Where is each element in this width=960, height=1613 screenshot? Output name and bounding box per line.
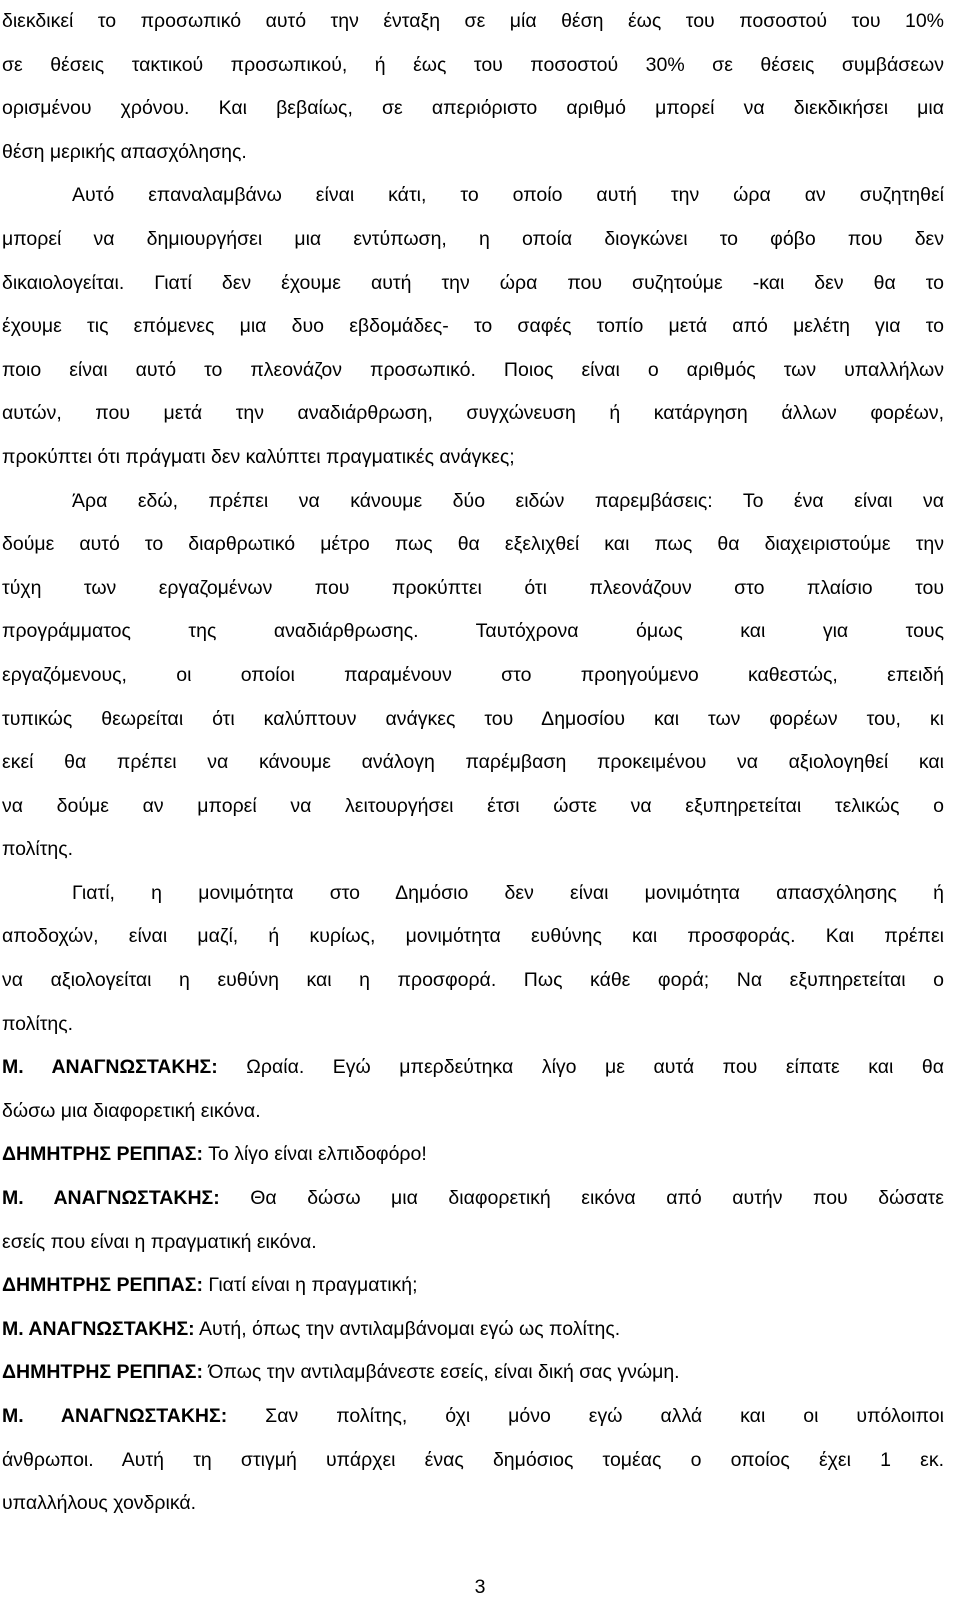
text-line xyxy=(2,1003,944,1047)
line-text: πολίτης. xyxy=(2,838,74,861)
text-line xyxy=(2,610,944,654)
line-text: Γιατί είναι η πραγματική; xyxy=(203,1274,418,1297)
line-text: Το λίγο είναι ελπιδοφόρο! xyxy=(203,1143,427,1166)
line-text: μπορεί να δημιουργήσει μια εντύπωση, η οποία διογκώνει το φόβο που δεν xyxy=(2,227,944,250)
text-line xyxy=(2,523,944,567)
speaker-line xyxy=(2,1046,944,1090)
text-line xyxy=(2,131,944,175)
line-text: ποιο είναι αυτό το πλεονάζον προσωπικό. Ποιος είναι ο αριθμός των υπαλλήλων xyxy=(2,358,944,381)
line-text: έχουμε τις επόμενες μια δυο εβδομάδες- το σαφές τοπίο μετά από μελέτη για το xyxy=(2,315,944,338)
line-text: αποδοχών, είναι μαζί, ή κυρίως, μονιμότητα ευθύνης και προσφοράς. Και πρέπει xyxy=(2,925,944,948)
speaker-name: ΔΗΜΗΤΡΗΣ ΡΕΠΠΑΣ: xyxy=(2,1143,203,1166)
line-text: εργαζόμενους, οι οποίοι παραμένουν στο προηγούμενο καθεστώς, επειδή xyxy=(2,663,944,686)
line-text: Αυτό επαναλαμβάνω είναι κάτι, το οποίο αυτή την ώρα αν συζητηθεί xyxy=(72,184,944,207)
text-line xyxy=(2,44,944,88)
text-line xyxy=(2,0,944,44)
speaker-name: Μ. ΑΝΑΓΝΩΣΤΑΚΗΣ: xyxy=(2,1187,220,1210)
line-text: προγράμματος της αναδιάρθρωσης. Ταυτόχρονα όμως και για τους xyxy=(2,620,944,643)
text-line xyxy=(2,741,944,785)
line-text: εσείς που είναι η πραγματική εικόνα. xyxy=(2,1230,317,1253)
text-line xyxy=(2,698,944,742)
text-line xyxy=(2,1221,944,1265)
line-text: τυπικώς θεωρείται ότι καλύπτουν ανάγκες του Δημοσίου και των φορέων του, κι xyxy=(2,707,944,730)
line-text: ορισμένου χρόνου. Και βεβαίως, σε απεριόριστο αριθμό μπορεί να διεκδικήσει μια xyxy=(2,97,944,120)
speaker-line xyxy=(2,1264,944,1308)
text-line xyxy=(2,262,944,306)
speaker-line xyxy=(2,1395,944,1439)
line-text: τύχη των εργαζομένων που προκύπτει ότι πλεονάζουν στο πλαίσιο του xyxy=(2,576,944,599)
line-text: Όπως την αντιλαμβάνεστε εσείς, είναι δική σας γνώμη. xyxy=(203,1361,680,1384)
text-line xyxy=(2,915,944,959)
text-line xyxy=(2,349,944,393)
text-line xyxy=(2,174,944,218)
text-line xyxy=(2,959,944,1003)
text-line xyxy=(2,828,944,872)
line-text: Σαν πολίτης, όχι μόνο εγώ αλλά και οι υπόλοιποι xyxy=(227,1405,944,1427)
speaker-line xyxy=(2,1133,944,1177)
speaker-line xyxy=(2,1308,944,1352)
line-text: σε θέσεις τακτικού προσωπικού, ή έως του ποσοστού 30% σε θέσεις συμβάσεων xyxy=(2,53,944,76)
text-line xyxy=(2,392,944,436)
speaker-name: ΔΗΜΗΤΡΗΣ ΡΕΠΠΑΣ: xyxy=(2,1274,203,1297)
line-text: προκύπτει ότι πράγματι δεν καλύπτει πραγματικές ανάγκες; xyxy=(2,445,515,468)
text-line xyxy=(2,654,944,698)
speaker-name: ΔΗΜΗΤΡΗΣ ΡΕΠΠΑΣ: xyxy=(2,1361,203,1384)
line-text: δώσω μια διαφορετική εικόνα. xyxy=(2,1099,261,1122)
text-line xyxy=(2,480,944,524)
text-line xyxy=(2,1090,944,1134)
line-text: Ωραία. Εγώ μπερδεύτηκα λίγο με αυτά που είπατε και θα xyxy=(217,1056,945,1079)
text-line xyxy=(2,87,944,131)
line-text: Γιατί, η μονιμότητα στο Δημόσιο δεν είναι μονιμότητα απασχόλησης ή xyxy=(72,881,944,904)
line-text: αυτών, που μετά την αναδιάρθρωση, συγχώνευση ή κατάργηση άλλων φορέων, xyxy=(2,402,944,425)
text-line xyxy=(2,785,944,829)
page-number: 3 xyxy=(474,1576,486,1598)
line-text: θέση μερικής απασχόλησης. xyxy=(2,140,247,163)
text-line xyxy=(2,1482,944,1526)
line-text: Αυτή, όπως την αντιλαμβάνομαι εγώ ως πολίτης. xyxy=(194,1317,621,1340)
line-text: Θα δώσω μια διαφορετική εικόνα από αυτήν που δώσατε xyxy=(219,1187,944,1210)
speaker-name: Μ. ΑΝΑΓΝΩΣΤΑΚΗΣ: xyxy=(2,1056,218,1079)
line-text: δικαιολογείται. Γιατί δεν έχουμε αυτή την ώρα που συζητούμε -και δεν θα το xyxy=(2,271,944,294)
text-line xyxy=(2,1439,944,1483)
line-text: εκεί θα πρέπει να κάνουμε ανάλογη παρέμβαση προκειμένου να αξιολογηθεί και xyxy=(2,751,944,774)
text-line xyxy=(2,872,944,916)
line-text: πολίτης. xyxy=(2,1012,74,1035)
speaker-line xyxy=(2,1351,944,1395)
text-line xyxy=(2,218,944,262)
text-line xyxy=(2,436,944,480)
transcript-body xyxy=(2,0,944,1526)
line-text: άνθρωποι. Αυτή τη στιγμή υπάρχει ένας δημόσιος τομέας ο οποίος έχει 1 εκ. xyxy=(2,1448,944,1471)
speaker-name: Μ. ΑΝΑΓΝΩΣΤΑΚΗΣ: xyxy=(2,1405,228,1427)
line-text: να αξιολογείται η ευθύνη και η προσφορά. Πως κάθε φορά; Να εξυπηρετείται ο xyxy=(2,969,944,992)
line-text: δούμε αυτό το διαρθρωτικό μέτρο πως θα εξελιχθεί και πως θα διαχειριστούμε την xyxy=(2,533,944,556)
speaker-name: Μ. ΑΝΑΓΝΩΣΤΑΚΗΣ: xyxy=(2,1317,195,1340)
line-text: να δούμε αν μπορεί να λειτουργήσει έτσι ώστε να εξυπηρετείται τελικώς ο xyxy=(2,794,944,817)
line-text: υπαλλήλους χονδρικά. xyxy=(2,1492,197,1515)
text-line xyxy=(2,567,944,611)
speaker-line xyxy=(2,1177,944,1221)
line-text: Άρα εδώ, πρέπει να κάνουμε δύο ειδών παρεμβάσεις: Το ένα είναι να xyxy=(72,489,944,512)
line-text: διεκδικεί το προσωπικό αυτό την ένταξη σε μία θέση έως του ποσοστού του 10% xyxy=(2,10,944,32)
text-line xyxy=(2,305,944,349)
